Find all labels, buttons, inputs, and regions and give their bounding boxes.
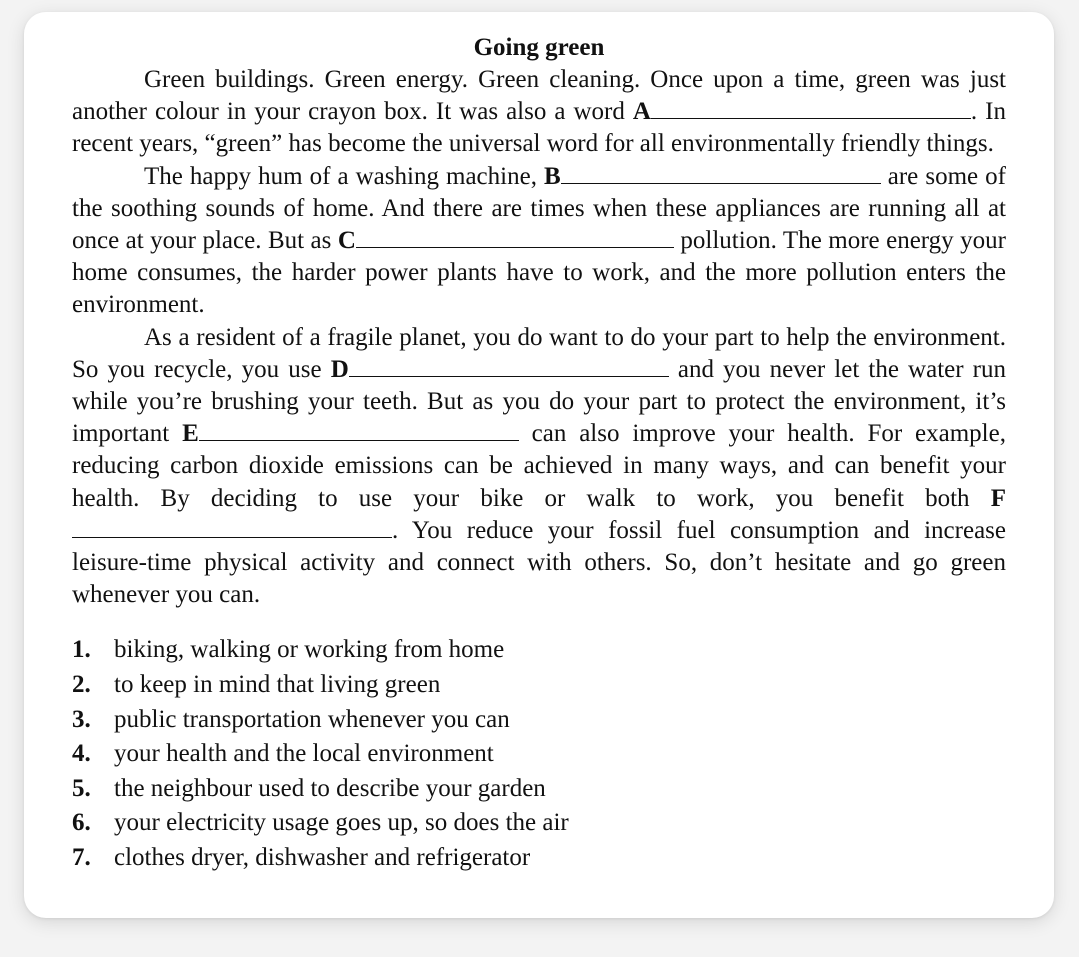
gap-label-d: D <box>330 355 349 383</box>
gap-blank-c <box>356 225 674 248</box>
gap-blank-e <box>199 418 519 441</box>
gap-label-a: A <box>632 98 651 126</box>
text-segment: pollution. The more energy your home consumes, the harder power plants have to work, and the more pollution enters the environment. <box>72 227 1006 319</box>
option-text: the neighbour used to describe your garden <box>114 774 546 802</box>
list-item <box>72 772 1006 807</box>
option-number: 6. <box>72 809 91 837</box>
text-segment: Green buildings. Green energy. Green cleaning. Once upon a time, green was just another colour in your crayon box. It was also a word <box>72 66 1006 126</box>
gap-blank-a <box>651 96 971 119</box>
paragraph-1 <box>72 64 1006 161</box>
option-number: 5. <box>72 774 91 802</box>
paragraph-3 <box>72 322 1006 612</box>
option-number: 2. <box>72 671 91 699</box>
option-number: 1. <box>72 636 91 664</box>
list-item <box>72 841 1006 876</box>
text-segment: . You reduce your fossil fuel consumption and increase leisure-time physical activity and connect with others. So, don’t hesitate and go green whenever you can. <box>72 516 1006 609</box>
option-text: your electricity usage goes up, so does the air <box>114 809 569 837</box>
gap-label-f: F <box>990 484 1006 512</box>
option-number: 7. <box>72 844 91 872</box>
exercise-card <box>24 12 1054 918</box>
option-text: clothes dryer, dishwasher and refrigerator <box>114 844 531 872</box>
text-segment: can also improve your health. For example, reducing carbon dioxide emissions can be achieved in many ways, and can benefit your health. By deciding to use your bike or walk to work, you benefit both <box>72 420 1006 512</box>
option-number: 4. <box>72 740 91 768</box>
option-text: to keep in mind that living green <box>114 671 441 699</box>
paragraph-2 <box>72 161 1006 322</box>
text-segment: As a resident of a fragile planet, you do want to do your part to help the environment. So you recycle, you use <box>72 323 1006 383</box>
text-segment: and you never let the water run while you’re brushing your teeth. But as you do your part to protect the environment, it’s important <box>72 355 1006 448</box>
options-list <box>72 633 1006 875</box>
gap-label-c: C <box>337 227 356 255</box>
page-title: Going green <box>473 34 605 61</box>
list-item <box>72 806 1006 841</box>
list-item <box>72 668 1006 703</box>
list-item <box>72 737 1006 772</box>
gap-blank-f <box>72 515 392 538</box>
option-text: biking, walking or working from home <box>114 636 505 664</box>
exercise-content <box>72 32 1006 876</box>
list-item <box>72 633 1006 668</box>
gap-blank-d <box>349 354 669 377</box>
option-number: 3. <box>72 705 91 733</box>
text-segment: . In recent years, “green” has become the universal word for all environmentally friendly things. <box>72 98 1006 158</box>
text-segment: are some of the soothing sounds of home. And there are times when these appliances are running all at once at your place. But as <box>72 162 1006 255</box>
option-text: public transportation whenever you can <box>114 705 510 733</box>
gap-blank-b <box>561 161 881 184</box>
gap-label-e: E <box>182 420 199 448</box>
text-segment: The happy hum of a washing machine, <box>144 162 545 190</box>
gap-label-b: B <box>544 162 561 190</box>
list-item <box>72 703 1006 738</box>
option-text: your health and the local environment <box>114 740 494 768</box>
